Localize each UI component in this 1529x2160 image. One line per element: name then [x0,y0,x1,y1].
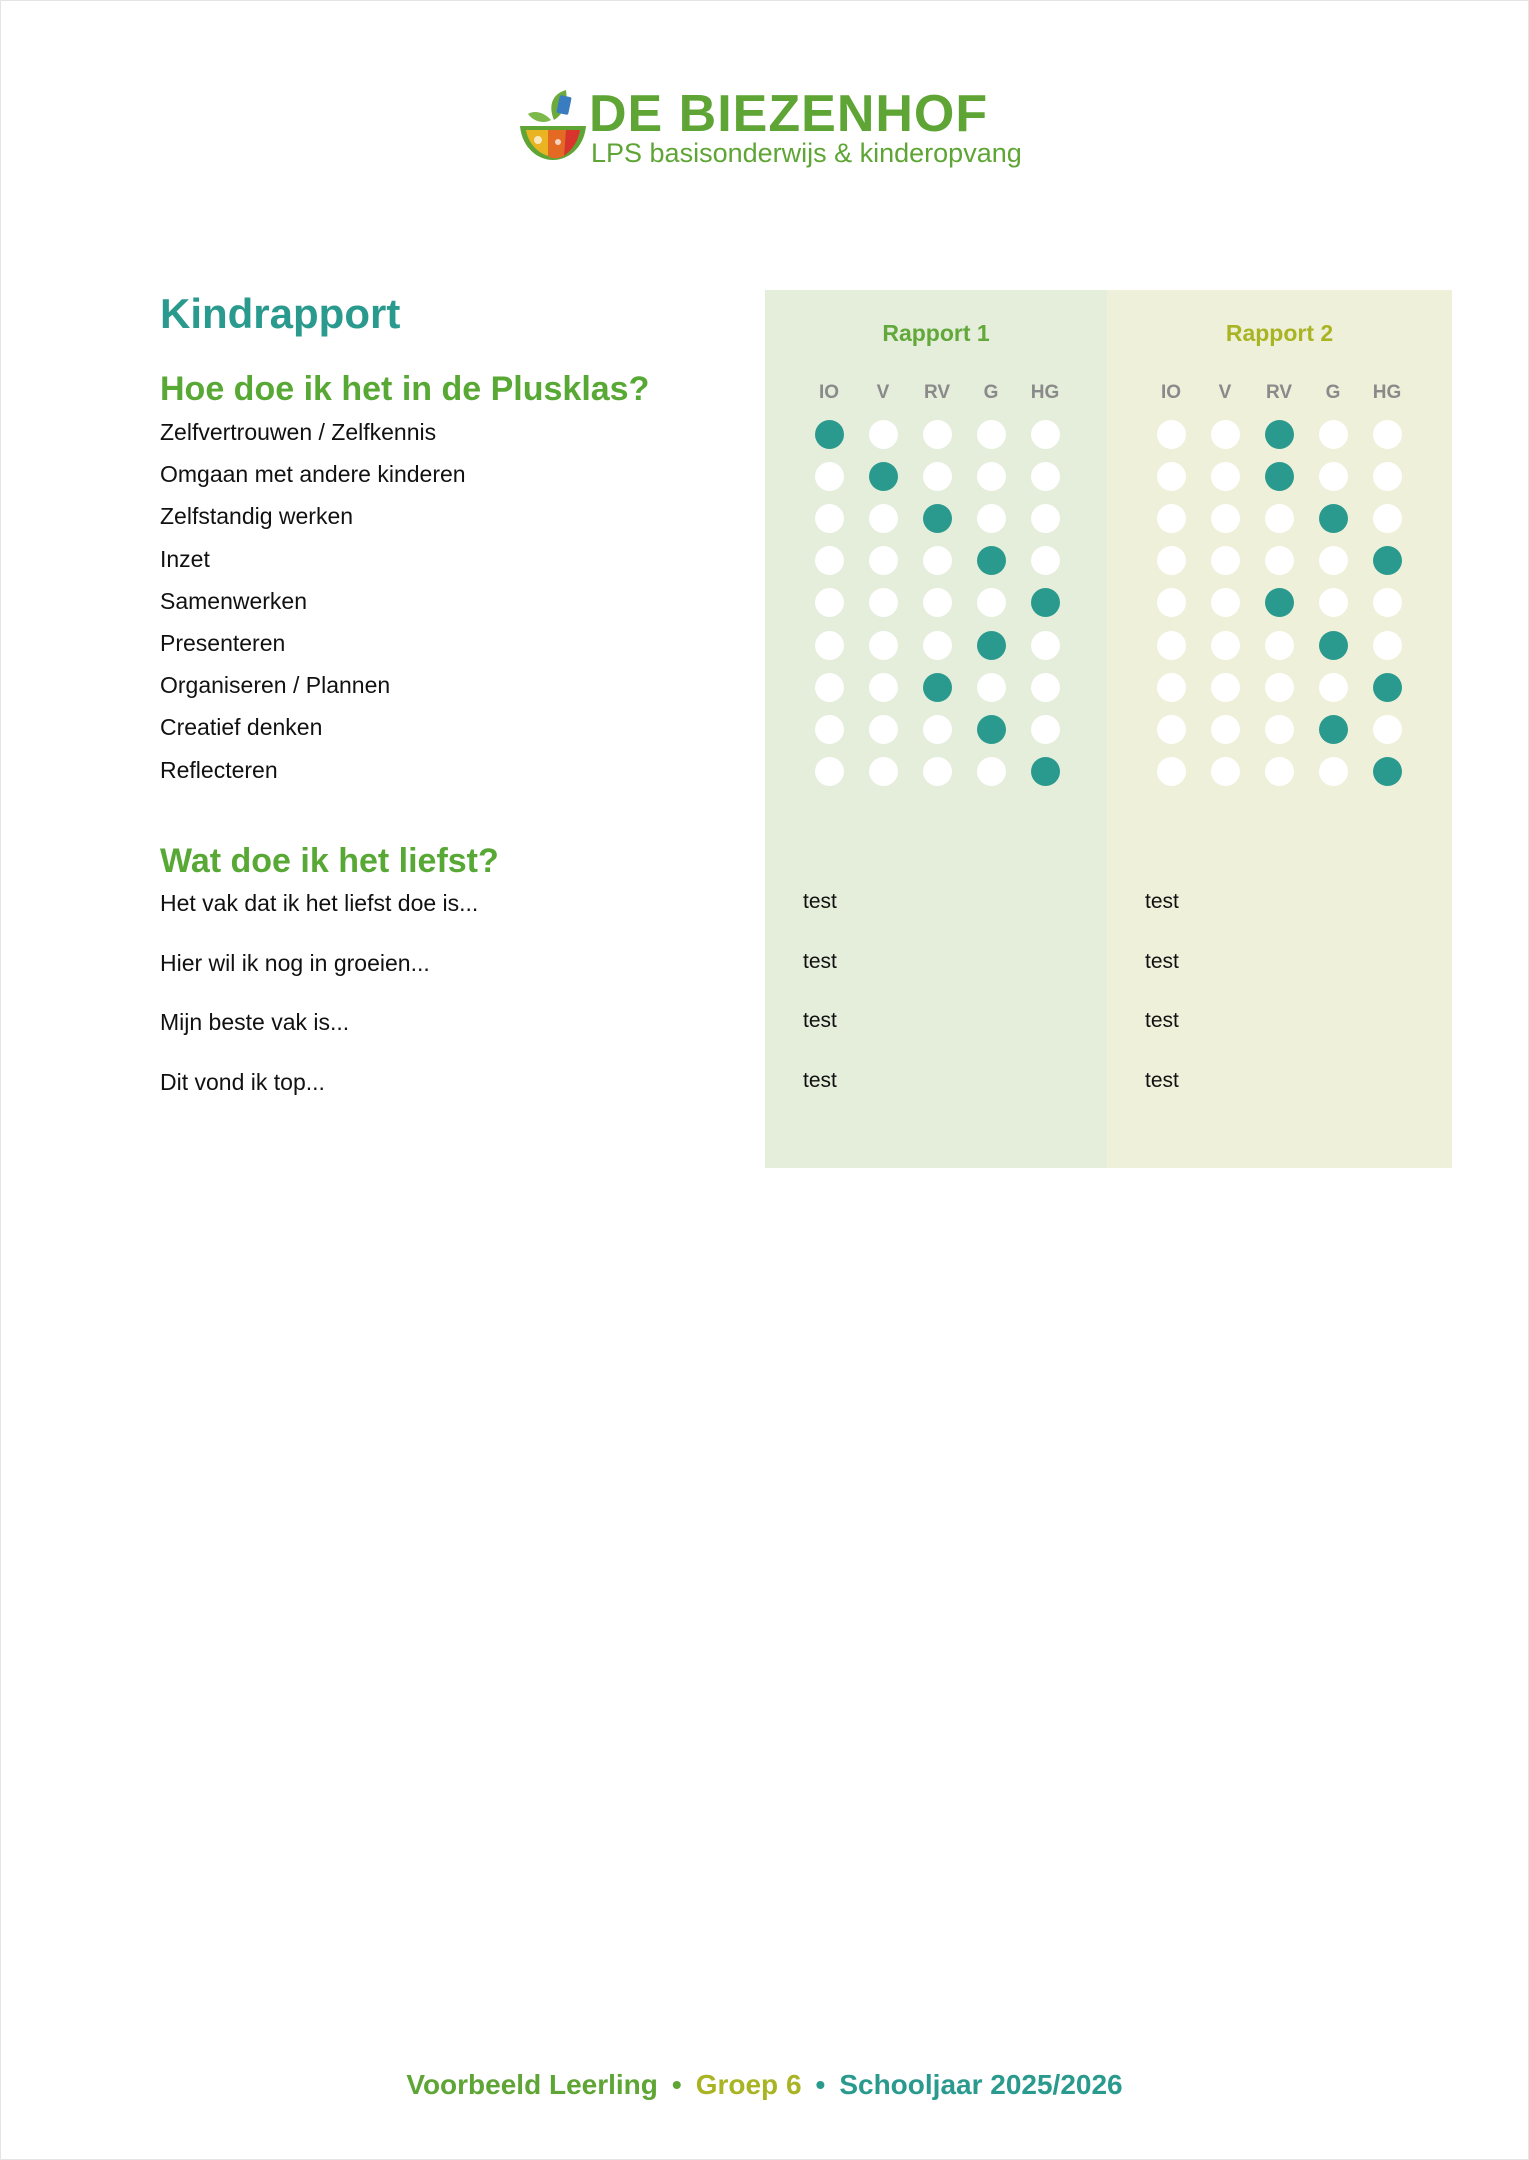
rating-dot-v [869,631,898,660]
rating-dot-g [977,420,1006,449]
rating-dot-rv [1265,631,1294,660]
rating-dot-hg [1031,420,1060,449]
rating-dot-io [1157,504,1186,533]
rating-dot-rv [923,757,952,786]
answer-rapport1: test [803,890,837,913]
rating-dot-io [815,757,844,786]
column-header-g: G [1325,382,1341,403]
column-header-hg: HG [1372,382,1402,403]
skill-label: Creatief denken [160,714,323,741]
rating-dot-rv [1265,546,1294,575]
rapport-1-title: Rapport 1 [882,320,990,346]
column-header-v: V [876,382,890,403]
column-header-hg: HG [1030,382,1060,403]
skill-label: Zelfstandig werken [160,503,354,530]
rating-dot-io [815,462,844,491]
footer-separator: • [671,2069,682,2100]
answer-rapport1: test [803,1009,837,1033]
column-header-io: IO [1160,382,1182,403]
rating-dot-g [1319,462,1348,491]
rating-dot-rv [1265,715,1294,744]
rating-dot-rv-selected [1265,420,1294,449]
rating-dot-hg [1373,715,1402,744]
rating-dot-io [1157,420,1186,449]
rating-dot-g-selected [1319,504,1348,533]
rating-dot-g [1319,588,1348,617]
rating-dot-v [869,546,898,575]
rating-dot-v [869,504,898,533]
logo-tagline: LPS basisonderwijs & kinderopvang [591,138,1022,168]
logo-school-name: DE BIEZENHOF [589,85,989,143]
footer-group: Groep 6 [695,2069,802,2100]
column-header-g: G [983,382,999,403]
rating-dot-g-selected [1319,631,1348,660]
rating-dot-io [1157,546,1186,575]
answer-rapport2: test [1145,1069,1179,1093]
column-header-io: IO [818,382,840,403]
rating-dot-g [977,673,1006,702]
answer-rapport2: test [1145,949,1179,973]
question-label: Hier wil ik nog in groeien... [160,949,430,976]
column-header-rv: RV [1265,382,1293,403]
rating-dot-g-selected [977,715,1006,744]
rating-dot-g [977,462,1006,491]
rating-dot-io [1157,462,1186,491]
skill-label: Zelfvertrouwen / Zelfkennis [160,419,437,445]
rating-dot-v [1211,631,1240,660]
rating-dot-g [1319,757,1348,786]
skill-label: Inzet [160,545,210,572]
rating-dot-hg-selected [1031,757,1060,786]
rating-dot-hg [1373,588,1402,617]
rating-dot-v [869,588,898,617]
liefst-heading: Wat doe ik het liefst? [160,842,499,880]
rating-dot-g-selected [977,631,1006,660]
rating-dot-g-selected [1319,715,1348,744]
skill-label: Presenteren [160,630,286,656]
rating-dot-io [1157,588,1186,617]
rating-dot-io [815,546,844,575]
rating-dot-io [815,588,844,617]
rating-dot-v-selected [869,462,898,491]
rating-dot-io [1157,715,1186,744]
rating-dot-g [1319,673,1348,702]
rating-dot-g-selected [977,546,1006,575]
rating-dot-v [869,420,898,449]
bowl-logo-icon [518,88,588,168]
rating-dot-rv [923,420,952,449]
rating-dot-g [977,504,1006,533]
column-header-v: V [1218,382,1232,403]
answer-rapport1: test [803,949,837,973]
rating-dot-io [815,715,844,744]
rating-dot-io-selected [815,420,844,449]
rating-dot-hg [1373,504,1402,533]
rating-dot-hg [1031,462,1060,491]
footer-year: Schooljaar 2025/2026 [839,2069,1123,2100]
answer-rapport2: test [1145,1009,1179,1033]
rating-dot-rv-selected [1265,462,1294,491]
rating-dot-io [815,504,844,533]
rating-dot-io [1157,631,1186,660]
rating-dot-rv [923,588,952,617]
rating-dot-rv [923,546,952,575]
rating-dot-v [1211,546,1240,575]
rating-dot-v [869,715,898,744]
rating-dot-rv [1265,757,1294,786]
rating-dot-rv [923,631,952,660]
school-logo [518,85,1022,178]
question-label: Het vak dat ik het liefst doe is... [160,890,479,916]
rating-dot-rv-selected [1265,588,1294,617]
rating-dot-io [1157,673,1186,702]
rating-dot-v [1211,462,1240,491]
rating-dot-v [1211,588,1240,617]
rating-dot-hg-selected [1031,588,1060,617]
rating-dot-hg-selected [1373,546,1402,575]
rating-dot-g [977,757,1006,786]
rating-dot-v [1211,420,1240,449]
skill-label: Samenwerken [160,587,308,614]
skill-label: Omgaan met andere kinderen [160,461,466,488]
rating-dot-hg [1031,715,1060,744]
rating-dot-rv-selected [923,504,952,533]
rating-dot-hg [1373,420,1402,449]
rapport-1-panel [765,290,1107,1168]
rating-dot-g [1319,546,1348,575]
footer-separator: • [815,2069,826,2100]
rating-dot-rv-selected [923,673,952,702]
rating-dot-g [977,588,1006,617]
column-header-rv: RV [923,382,951,403]
rating-dot-rv [923,462,952,491]
footer [0,2069,1529,2101]
footer-student: Voorbeeld Leerling [406,2069,658,2100]
rating-dot-v [869,757,898,786]
rating-dot-io [815,631,844,660]
question-label: Mijn beste vak is... [160,1009,350,1036]
rating-dot-v [869,673,898,702]
rating-dot-io [815,673,844,702]
skill-label: Reflecteren [160,756,278,783]
rating-dot-g [1319,420,1348,449]
rating-dot-hg [1031,673,1060,702]
rating-dot-hg [1031,504,1060,533]
rating-dot-hg-selected [1373,673,1402,702]
rating-dot-hg [1031,546,1060,575]
rating-dot-v [1211,757,1240,786]
rating-dot-hg [1031,631,1060,660]
rating-dot-v [1211,504,1240,533]
rating-dot-v [1211,673,1240,702]
rapport-2-panel [1107,290,1452,1168]
question-label: Dit vond ik top... [160,1069,325,1096]
skill-label: Organiseren / Plannen [160,672,391,699]
rating-dot-v [1211,715,1240,744]
rating-dot-rv [1265,673,1294,702]
rapport-2-title: Rapport 2 [1225,320,1334,346]
answer-rapport1: test [803,1069,837,1093]
rating-dot-rv [923,715,952,744]
page-title: Kindrapport [160,290,401,337]
rating-dot-hg-selected [1373,757,1402,786]
rating-dot-io [1157,757,1186,786]
answer-rapport2: test [1145,890,1179,913]
plusklas-heading: Hoe doe ik het in de Plusklas? [160,370,650,408]
rating-dot-hg [1373,462,1402,491]
rating-dot-rv [1265,504,1294,533]
rating-dot-hg [1373,631,1402,660]
